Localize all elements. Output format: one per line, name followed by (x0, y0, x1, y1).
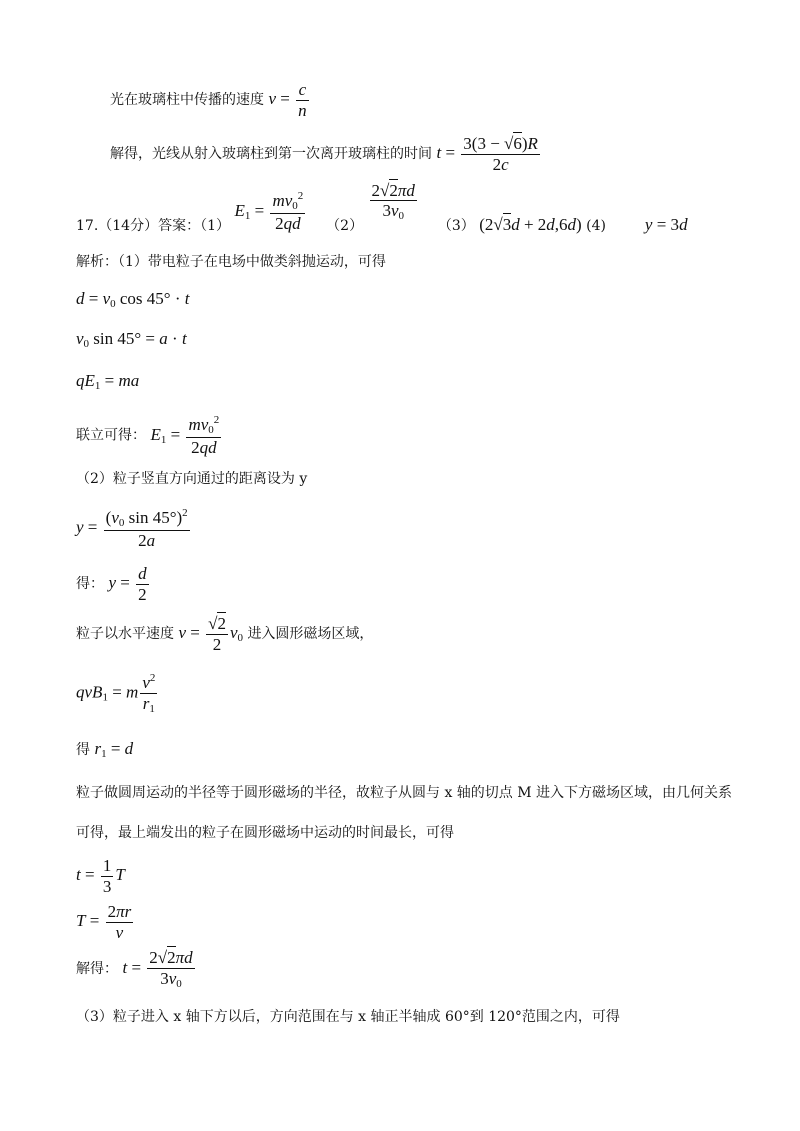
combine-text: 联立可得： (76, 427, 146, 444)
speed-formula: v = $\frac{c}{n}$ (268, 80, 307, 120)
speed-in-glass-text: 光在玻璃柱中传播的速度 (110, 91, 264, 108)
y-result-text: 得： (76, 575, 104, 592)
y-result-line (76, 564, 151, 604)
radius-text: 得 (76, 742, 90, 758)
equation-period: T = $\frac{2\pi r}{v}$ (76, 902, 132, 942)
q17-part4: (4) (586, 217, 607, 234)
q17-head: 17.（14分）答案：（1） (76, 217, 230, 234)
q17-part2: （2） (326, 217, 364, 234)
analysis-part1: 解析：（1）带电粒子在电场中做类斜抛运动，可得 (76, 254, 386, 270)
combine-formula: $E_1$ = $\frac{mv_0^2}{2qd}$ (150, 414, 220, 457)
equation-qe: $qE_1$ = ma (76, 371, 140, 392)
time-formula: t = $\frac{3(3 - √6)R}{2c}$ (436, 134, 538, 174)
horizontal-speed-text-b: 进入圆形磁场区域， (247, 625, 374, 642)
long-text-2: 可得，最上端发出的粒子在圆形磁场中运动的时间最长，可得 (76, 825, 454, 841)
equation-t-third: t = $\frac{1}{3}$ T (76, 856, 125, 896)
radius-line (76, 740, 133, 760)
combine-line (76, 414, 223, 457)
horizontal-speed-line (76, 614, 373, 654)
solve-formula: t = $\frac{2√2\pi d}{3v_0}$ (122, 948, 193, 990)
speed-in-glass-line (110, 80, 311, 120)
q17-answer-line (76, 180, 688, 234)
horizontal-speed-text-a: 粒子以水平速度 (76, 625, 174, 642)
radius-formula: $r_1 = d$ (94, 739, 134, 760)
equation-v-sin: $v_0$ sin 45° = a · t (76, 329, 187, 350)
y-result-formula: y = $\frac{d}{2}$ (108, 564, 147, 604)
horizontal-speed-formula: v = $\frac{√2}{2}$ $v_0$ (178, 614, 243, 654)
time-result-text: 解得，光线从射入玻璃柱到第一次离开玻璃柱的时间 (110, 145, 432, 162)
equation-d: $d = v_0$ cos 45° · t (76, 289, 190, 310)
equation-qvb: qvB$_1$ = m $\frac{v^2}{r_1}$ (76, 672, 156, 715)
time-result-line (110, 134, 542, 174)
answer-4-formula: y = 3d (644, 214, 688, 234)
long-text-1: 粒子做圆周运动的半径等于圆形磁场的半径，故粒子从圆与 x 轴的切点 M 进入下方磁场区域，由几何关系 (76, 785, 733, 801)
part2-intro: （2）粒子竖直方向通过的距离设为 y (76, 471, 308, 487)
answer-2-formula: $\frac{2√2\pi d}{3v_0}$ (371, 180, 415, 223)
answer-3-formula: (2√3d + 2d,6d) (479, 214, 582, 234)
solve-text: 解得： (76, 961, 118, 977)
q17-part3: （3） (437, 217, 475, 234)
equation-y: y = $\frac{(v_0 \sin 45^\circ)^2}{2a}$ (76, 507, 188, 550)
solve-line (76, 948, 197, 990)
answer-1-formula: $E_1$ = $\frac{mv_0^2}{2qd}$ (234, 190, 304, 233)
part3-intro: （3）粒子进入 x 轴下方以后，方向范围在与 x 轴正半轴成 60°到 120°范围之内，可得 (76, 1009, 620, 1025)
